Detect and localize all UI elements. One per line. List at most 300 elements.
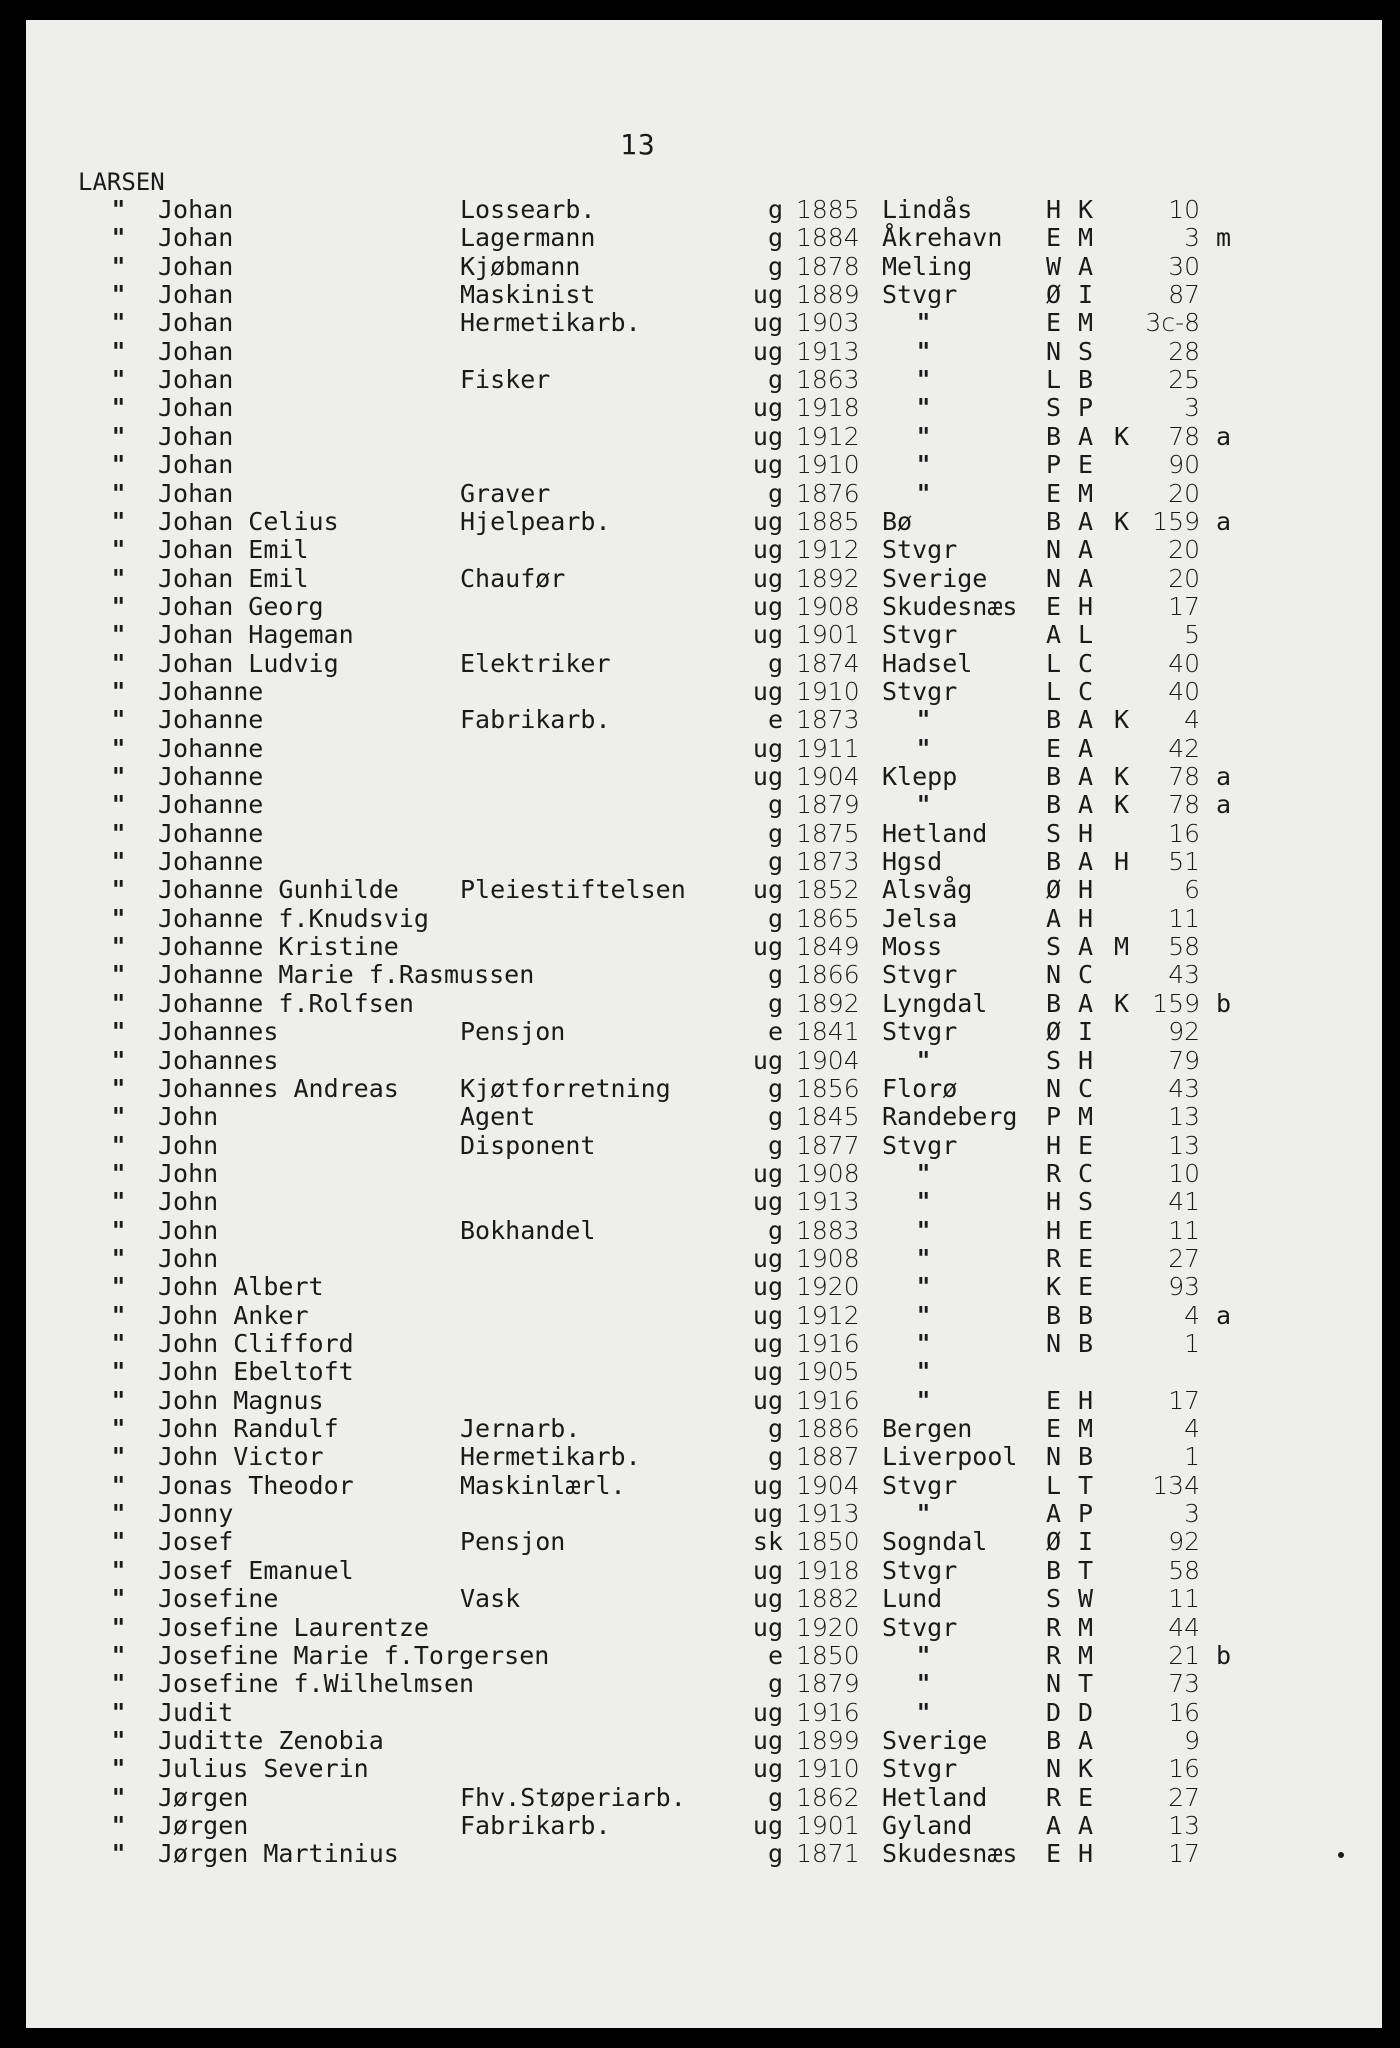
register-entry — [0, 1132, 1400, 1160]
district-code-1: B — [1046, 506, 1062, 536]
given-name: Josef Emanuel — [158, 1555, 354, 1585]
civil-status: g — [767, 195, 783, 224]
occupation: Vask — [460, 1584, 521, 1614]
given-name: Josefine — [158, 1584, 279, 1614]
given-name: John — [158, 1130, 219, 1160]
district-code-3: K — [1114, 506, 1130, 536]
register-entry — [0, 650, 1400, 678]
occupation: Agent — [460, 1102, 536, 1132]
occupation: Maskinist — [460, 280, 596, 310]
district-code-1: N — [1046, 336, 1062, 366]
civil-status: ug — [752, 1499, 783, 1529]
given-name: John Anker — [158, 1300, 309, 1330]
house-number: 9 — [1184, 1725, 1200, 1755]
ditto-mark: " — [112, 336, 126, 366]
district-code-1: P — [1046, 1102, 1062, 1132]
house-number: 13 — [1168, 1102, 1200, 1132]
register-entry — [0, 1614, 1400, 1642]
register-entry — [0, 1840, 1400, 1868]
given-name: John — [158, 1187, 219, 1217]
birth-year: 1910 — [796, 676, 860, 706]
civil-status: ug — [752, 1612, 783, 1642]
ditto-mark: " — [112, 1158, 126, 1188]
district-code-1: E — [1046, 478, 1062, 508]
district-code-1: N — [1046, 960, 1062, 990]
district-code-2: A — [1078, 762, 1094, 791]
district-code-2: H — [1078, 903, 1094, 933]
district-code-2: M — [1078, 308, 1094, 338]
house-number: 78 — [1168, 790, 1200, 820]
district-code-2: E — [1078, 1243, 1094, 1273]
district-code-2: B — [1078, 1300, 1094, 1330]
birthplace: " — [917, 1243, 931, 1273]
civil-status: ug — [752, 1357, 783, 1387]
ditto-mark: " — [112, 1555, 126, 1585]
occupation: Lossearb. — [460, 195, 596, 224]
house-number: 10 — [1168, 195, 1200, 224]
register-entry — [0, 224, 1400, 252]
birth-year: 1879 — [796, 1669, 860, 1699]
civil-status: ug — [752, 1385, 783, 1415]
given-name: Johanne — [158, 818, 264, 848]
district-code-1: H — [1046, 1215, 1062, 1245]
district-code-2: A — [1078, 847, 1094, 877]
district-code-2: H — [1078, 1385, 1094, 1415]
district-code-2: I — [1078, 1017, 1094, 1047]
civil-status: g — [767, 1442, 783, 1472]
ditto-mark: " — [112, 450, 126, 480]
birthplace: " — [917, 450, 931, 480]
district-code-2: A — [1078, 535, 1094, 565]
house-number: 43 — [1168, 960, 1200, 990]
ditto-mark: " — [112, 648, 126, 678]
district-code-1: E — [1046, 733, 1062, 763]
civil-status: ug — [752, 762, 783, 791]
district-code-1: S — [1046, 1584, 1062, 1614]
given-name: John — [158, 1158, 219, 1188]
ditto-mark: " — [112, 1102, 126, 1132]
given-name: John — [158, 1215, 219, 1245]
register-entry — [0, 1755, 1400, 1783]
birthplace: Hgsd — [882, 847, 943, 877]
birth-year: 1905 — [796, 1357, 860, 1387]
house-number: 17 — [1168, 1839, 1200, 1869]
birth-year: 1920 — [796, 1612, 860, 1642]
house-number: 159 — [1152, 988, 1200, 1018]
birth-year: 1862 — [796, 1782, 860, 1812]
ditto-mark: " — [112, 563, 126, 593]
birthplace: Stvgr — [882, 1017, 958, 1047]
civil-status: ug — [752, 535, 783, 565]
civil-status: ug — [752, 1272, 783, 1302]
birth-year: 1899 — [796, 1725, 860, 1755]
district-code-1: N — [1046, 1329, 1062, 1358]
civil-status: e — [767, 705, 783, 735]
house-number: 5 — [1184, 620, 1200, 650]
birthplace: Liverpool — [882, 1442, 1018, 1472]
birth-year: 1850 — [796, 1527, 860, 1557]
occupation: Maskinlærl. — [460, 1470, 626, 1500]
ditto-mark: " — [112, 1414, 126, 1444]
birthplace: Sverige — [882, 563, 988, 593]
house-number: 159 — [1152, 506, 1200, 536]
birthplace: " — [917, 1499, 931, 1529]
page-number: 13 — [620, 128, 656, 161]
district-code-3: M — [1114, 932, 1130, 962]
given-name: Johan — [158, 308, 234, 338]
birth-year: 1852 — [796, 875, 860, 905]
birthplace: Stvgr — [882, 676, 958, 706]
house-number: 87 — [1168, 280, 1200, 310]
district-code-1: N — [1046, 1754, 1062, 1784]
register-entry — [0, 1047, 1400, 1075]
birth-year: 1892 — [796, 563, 860, 593]
given-name: Johanne f.Rolfsen — [158, 988, 414, 1018]
birth-year: 1916 — [796, 1697, 860, 1727]
civil-status: ug — [752, 1045, 783, 1075]
birthplace: Stvgr — [882, 1612, 958, 1642]
occupation: Lagermann — [460, 223, 596, 253]
birth-year: 1873 — [796, 847, 860, 877]
house-number: 4 — [1184, 1300, 1200, 1330]
house-number: 42 — [1168, 733, 1200, 763]
civil-status: g — [767, 818, 783, 848]
ditto-mark: " — [112, 1782, 126, 1812]
ditto-mark: " — [112, 1754, 126, 1784]
civil-status: g — [767, 223, 783, 253]
district-code-2: W — [1078, 1584, 1094, 1614]
civil-status: g — [767, 790, 783, 820]
district-code-2: A — [1078, 1725, 1094, 1755]
civil-status: g — [767, 1414, 783, 1444]
civil-status: ug — [752, 506, 783, 536]
birthplace: Stvgr — [882, 280, 958, 310]
birth-year: 1904 — [796, 762, 860, 791]
civil-status: ug — [752, 1187, 783, 1217]
district-code-2: A — [1078, 932, 1094, 962]
district-code-1: A — [1046, 1810, 1062, 1840]
district-code-2: K — [1078, 195, 1094, 224]
district-code-1: R — [1046, 1640, 1062, 1670]
given-name: Josef — [158, 1527, 234, 1557]
register-entry — [0, 451, 1400, 479]
register-entry — [0, 480, 1400, 508]
register-entry — [0, 1699, 1400, 1727]
occupation: Hermetikarb. — [460, 1442, 641, 1472]
birthplace: " — [917, 1329, 931, 1358]
civil-status: ug — [752, 733, 783, 763]
ditto-mark: " — [112, 308, 126, 338]
given-name: Johanne — [158, 733, 264, 763]
birth-year: 1916 — [796, 1385, 860, 1415]
civil-status: g — [767, 1215, 783, 1245]
district-code-1: P — [1046, 450, 1062, 480]
house-number: 6 — [1184, 875, 1200, 905]
birth-year: 1876 — [796, 478, 860, 508]
house-number: 92 — [1168, 1527, 1200, 1557]
ditto-mark: " — [112, 1470, 126, 1500]
birth-year: 1913 — [796, 1187, 860, 1217]
birth-year: 1882 — [796, 1584, 860, 1614]
occupation: Disponent — [460, 1130, 596, 1160]
district-code-1: B — [1046, 1725, 1062, 1755]
civil-status: ug — [752, 875, 783, 905]
civil-status: ug — [752, 280, 783, 310]
surname-heading: LARSEN — [78, 168, 165, 196]
birthplace: Stvgr — [882, 620, 958, 650]
house-number: 3c-8 — [1145, 308, 1200, 338]
occupation: Fabrikarb. — [460, 705, 611, 735]
house-number: 44 — [1168, 1612, 1200, 1642]
house-number: 1 — [1184, 1329, 1200, 1358]
district-code-2: B — [1078, 1329, 1094, 1358]
district-code-1: H — [1046, 1187, 1062, 1217]
district-code-3: H — [1114, 847, 1130, 877]
civil-status: ug — [752, 1810, 783, 1840]
house-number: 27 — [1168, 1782, 1200, 1812]
civil-status: ug — [752, 676, 783, 706]
house-number: 10 — [1168, 1158, 1200, 1188]
register-entry — [0, 1075, 1400, 1103]
birthplace: Lindås — [882, 195, 973, 224]
district-code-1: B — [1046, 988, 1062, 1018]
ditto-mark: " — [112, 1272, 126, 1302]
given-name: Johan — [158, 393, 234, 423]
birthplace: Alsvåg — [882, 875, 973, 905]
district-code-1: R — [1046, 1782, 1062, 1812]
birth-year: 1886 — [796, 1414, 860, 1444]
district-code-1: Ø — [1046, 875, 1062, 905]
ditto-mark: " — [112, 960, 126, 990]
house-number: 16 — [1168, 1697, 1200, 1727]
district-code-2: P — [1078, 393, 1094, 423]
district-code-2: A — [1078, 705, 1094, 735]
ditto-mark: " — [112, 393, 126, 423]
given-name: Johanne — [158, 847, 264, 877]
given-name: Johannes — [158, 1045, 279, 1075]
district-code-2: M — [1078, 1414, 1094, 1444]
register-entry — [0, 1528, 1400, 1556]
house-number: 43 — [1168, 1073, 1200, 1103]
given-name: Johan — [158, 336, 234, 366]
occupation: Chaufør — [460, 563, 566, 593]
register-entry — [0, 848, 1400, 876]
ditto-mark: " — [112, 1357, 126, 1387]
given-name: Josefine Marie f.Torgersen — [158, 1640, 550, 1670]
birthplace: Stvgr — [882, 535, 958, 565]
district-code-1: N — [1046, 535, 1062, 565]
given-name: Johan Celius — [158, 506, 339, 536]
district-code-2: T — [1078, 1470, 1094, 1500]
house-number: 134 — [1152, 1470, 1200, 1500]
district-code-2: L — [1078, 620, 1094, 650]
house-number: 1 — [1184, 1442, 1200, 1472]
occupation: Kjøtforretning — [460, 1073, 671, 1103]
birth-year: 1874 — [796, 648, 860, 678]
birthplace: Stvgr — [882, 960, 958, 990]
civil-status: ug — [752, 1725, 783, 1755]
house-number: 27 — [1168, 1243, 1200, 1273]
occupation: Fabrikarb. — [460, 1810, 611, 1840]
birth-year: 1856 — [796, 1073, 860, 1103]
register-entry — [0, 1217, 1400, 1245]
given-name: Johannes Andreas — [158, 1073, 399, 1103]
ditto-mark: " — [112, 251, 126, 281]
district-code-1: N — [1046, 1073, 1062, 1103]
house-number: 21 — [1168, 1640, 1200, 1670]
district-code-2: I — [1078, 1527, 1094, 1557]
register-entry — [0, 905, 1400, 933]
register-entry — [0, 593, 1400, 621]
district-code-2: T — [1078, 1555, 1094, 1585]
occupation: Graver — [460, 478, 551, 508]
district-code-2: A — [1078, 790, 1094, 820]
civil-status: g — [767, 903, 783, 933]
given-name: Johanne — [158, 676, 264, 706]
civil-status: ug — [752, 336, 783, 366]
district-code-3: K — [1114, 762, 1130, 791]
civil-status: ug — [752, 1754, 783, 1784]
house-number: 13 — [1168, 1810, 1200, 1840]
given-name: Jørgen — [158, 1810, 249, 1840]
birth-year: 1871 — [796, 1839, 860, 1869]
district-code-1: E — [1046, 1839, 1062, 1869]
occupation: Bokhandel — [460, 1215, 596, 1245]
district-code-2: T — [1078, 1669, 1094, 1699]
given-name: Johan — [158, 365, 234, 395]
birthplace: " — [917, 1669, 931, 1699]
birth-year: 1873 — [796, 705, 860, 735]
birthplace: Åkrehavn — [882, 223, 1003, 253]
birth-year: 1850 — [796, 1640, 860, 1670]
ditto-mark: " — [112, 421, 126, 451]
house-number: 51 — [1168, 847, 1200, 877]
civil-status: g — [767, 478, 783, 508]
ditto-mark: " — [112, 875, 126, 905]
given-name: Johanne Kristine — [158, 932, 399, 962]
ditto-mark: " — [112, 847, 126, 877]
birthplace: Lyngdal — [882, 988, 988, 1018]
birth-year: 1879 — [796, 790, 860, 820]
ditto-mark: " — [112, 1130, 126, 1160]
given-name: Josefine f.Wilhelmsen — [158, 1669, 475, 1699]
ditto-mark: " — [112, 1329, 126, 1358]
district-code-1: B — [1046, 421, 1062, 451]
birth-year: 1877 — [796, 1130, 860, 1160]
district-code-2: E — [1078, 1782, 1094, 1812]
house-suffix: a — [1216, 1300, 1232, 1330]
civil-status: ug — [752, 1470, 783, 1500]
register-entry — [0, 423, 1400, 451]
birth-year: 1883 — [796, 1215, 860, 1245]
given-name: Johan Ludvig — [158, 648, 339, 678]
ditto-mark: " — [112, 705, 126, 735]
district-code-1: K — [1046, 1272, 1062, 1302]
register-entry — [0, 1358, 1400, 1386]
house-number: 3 — [1184, 223, 1200, 253]
register-entry — [0, 196, 1400, 224]
district-code-2: C — [1078, 960, 1094, 990]
birthplace: Hadsel — [882, 648, 973, 678]
civil-status: g — [767, 960, 783, 990]
civil-status: ug — [752, 1555, 783, 1585]
house-number: 90 — [1168, 450, 1200, 480]
given-name: Johan Emil — [158, 563, 309, 593]
district-code-2: A — [1078, 733, 1094, 763]
house-number: 92 — [1168, 1017, 1200, 1047]
district-code-2: B — [1078, 365, 1094, 395]
district-code-1: E — [1046, 1414, 1062, 1444]
register-entry — [0, 1812, 1400, 1840]
register-entry — [0, 735, 1400, 763]
district-code-2: D — [1078, 1697, 1094, 1727]
register-entry — [0, 1585, 1400, 1613]
occupation: Jernarb. — [460, 1414, 581, 1444]
birthplace: Sverige — [882, 1725, 988, 1755]
house-number: 4 — [1184, 1414, 1200, 1444]
given-name: John Victor — [158, 1442, 324, 1472]
civil-status: g — [767, 1102, 783, 1132]
civil-status: ug — [752, 393, 783, 423]
birth-year: 1908 — [796, 1243, 860, 1273]
birthplace: Stvgr — [882, 1754, 958, 1784]
birthplace: " — [917, 733, 931, 763]
district-code-3: K — [1114, 988, 1130, 1018]
occupation: Kjøbmann — [460, 251, 581, 281]
register-entry — [0, 1188, 1400, 1216]
house-number: 17 — [1168, 591, 1200, 621]
birthplace: Meling — [882, 251, 973, 281]
register-entry — [0, 1103, 1400, 1131]
given-name: Josefine Laurentze — [158, 1612, 429, 1642]
given-name: Julius Severin — [158, 1754, 369, 1784]
birthplace: Jelsa — [882, 903, 958, 933]
district-code-1: A — [1046, 903, 1062, 933]
ditto-mark: " — [112, 535, 126, 565]
birthplace: " — [917, 336, 931, 366]
birthplace: " — [917, 1045, 931, 1075]
civil-status: ug — [752, 563, 783, 593]
district-code-2: M — [1078, 1640, 1094, 1670]
given-name: John — [158, 1243, 219, 1273]
house-number: 78 — [1168, 421, 1200, 451]
district-code-2: K — [1078, 1754, 1094, 1784]
birthplace: " — [917, 1640, 931, 1670]
given-name: Johan Hageman — [158, 620, 354, 650]
district-code-1: L — [1046, 676, 1062, 706]
given-name: Jørgen Martinius — [158, 1839, 399, 1869]
ditto-mark: " — [112, 932, 126, 962]
register-entry — [0, 366, 1400, 394]
register-entry — [0, 1387, 1400, 1415]
district-code-1: E — [1046, 308, 1062, 338]
ditto-mark: " — [112, 1725, 126, 1755]
birth-year: 1901 — [796, 620, 860, 650]
occupation: Fhv.Støperiarb. — [460, 1782, 686, 1812]
birthplace: Lund — [882, 1584, 943, 1614]
register-entry — [0, 678, 1400, 706]
ditto-mark: " — [112, 478, 126, 508]
birthplace: Hetland — [882, 818, 988, 848]
civil-status: ug — [752, 932, 783, 962]
birth-year: 1918 — [796, 393, 860, 423]
district-code-1: A — [1046, 1499, 1062, 1529]
birth-year: 1918 — [796, 1555, 860, 1585]
district-code-1: H — [1046, 1130, 1062, 1160]
birth-year: 1908 — [796, 1158, 860, 1188]
district-code-1: H — [1046, 195, 1062, 224]
district-code-1: E — [1046, 1385, 1062, 1415]
